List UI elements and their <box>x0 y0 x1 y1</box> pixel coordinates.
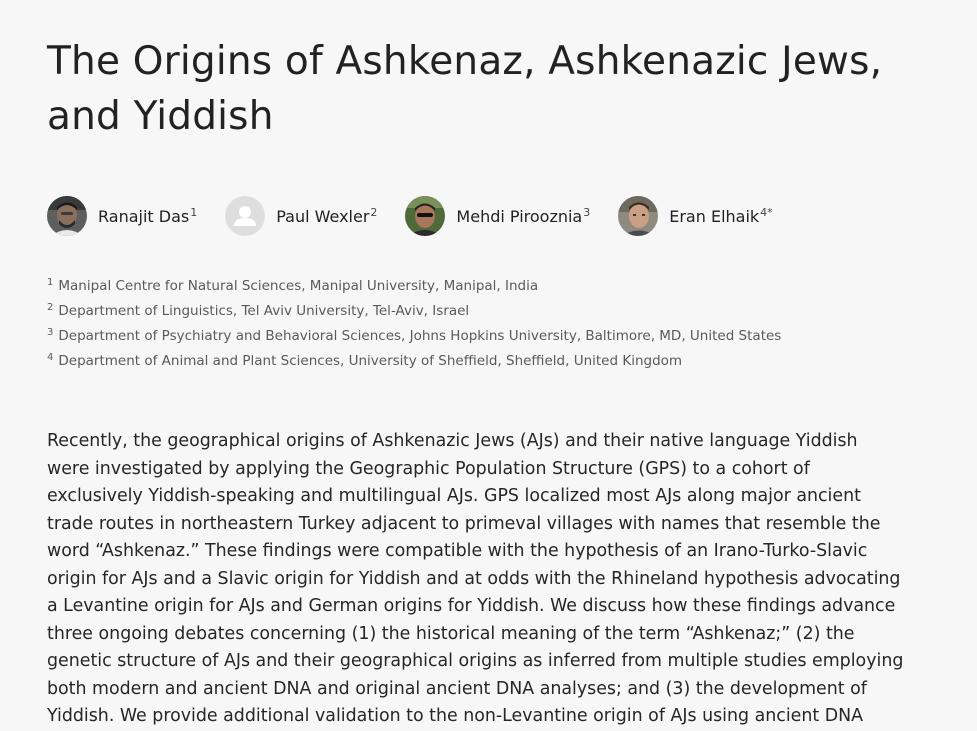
affiliation-item: $^4$ Department of Animal and Plant Sciences, University of Sheffield, Sheffield, United Kingdom <box>47 352 683 369</box>
abstract-line: Yiddish. We provide additional validation to the non-Levantine origin of AJs using ancient DNA <box>47 706 864 726</box>
author-name[interactable]: Eran Elhaik$^{4*}$ <box>669 206 773 226</box>
affiliation-item: $^3$ Department of Psychiatry and Behavioral Sciences, Johns Hopkins University, Baltimore, MD, United States <box>47 327 782 344</box>
affiliation-item: $^2$ Department of Linguistics, Tel Aviv University, Tel-Aviv, Israel <box>47 302 470 319</box>
author-name[interactable]: Ranajit Das$^1$ <box>98 206 198 226</box>
abstract-line: both modern and ancient DNA and original ancient DNA analyses; and (3) the development of <box>47 678 867 699</box>
affiliation-list <box>47 272 781 372</box>
author-name[interactable]: Mehdi Pirooznia$^3$ <box>456 206 591 226</box>
author-list <box>47 196 773 236</box>
article-title: The Origins of Ashkenaz, Ashkenazic Jews, and Yiddish <box>47 39 883 139</box>
abstract-line: genetic structure of AJs and their geographical origins as inferred from multiple studies employing <box>47 651 904 671</box>
author-avatar[interactable] <box>405 196 445 236</box>
author-avatar[interactable] <box>618 196 658 236</box>
author-avatar[interactable] <box>47 196 87 236</box>
abstract-line: three ongoing debates concerning (1) the historical meaning of the term “Ashkenaz;” (2) the <box>47 623 855 644</box>
abstract-line: word “Ashkenaz.” These findings were compatible with the hypothesis of an Irano-Turko-Slavic <box>47 541 868 561</box>
author-name[interactable]: Paul Wexler$^2$ <box>276 206 378 226</box>
abstract-line: exclusively Yiddish-speaking and multilingual AJs. GPS localized most AJs along major ancient <box>47 486 861 506</box>
abstract-line: origin for AJs and a Slavic origin for Yiddish and at odds with the Rhineland hypothesis advocating <box>47 568 901 589</box>
author-ranajit-das[interactable] <box>47 196 197 236</box>
abstract-text <box>47 428 957 731</box>
abstract-line: a Levantine origin for AJs and German origins for Yiddish. We discuss how these findings advance <box>47 596 896 616</box>
author-mehdi-pirooznia[interactable] <box>405 196 590 236</box>
person-placeholder-icon[interactable] <box>225 196 265 236</box>
abstract-line: were investigated by applying the Geographic Population Structure (GPS) to a cohort of <box>47 458 810 479</box>
author-eran-elhaik[interactable] <box>618 196 772 236</box>
author-paul-wexler[interactable] <box>225 196 377 236</box>
abstract-line: Recently, the geographical origins of Ashkenazic Jews (AJs) and their native language Yiddish <box>47 431 858 451</box>
abstract-line: trade routes in northeastern Turkey adjacent to primeval villages with names that resemble the <box>47 513 881 534</box>
affiliation-item: $^1$ Manipal Centre for Natural Sciences, Manipal University, Manipal, India <box>47 277 539 294</box>
